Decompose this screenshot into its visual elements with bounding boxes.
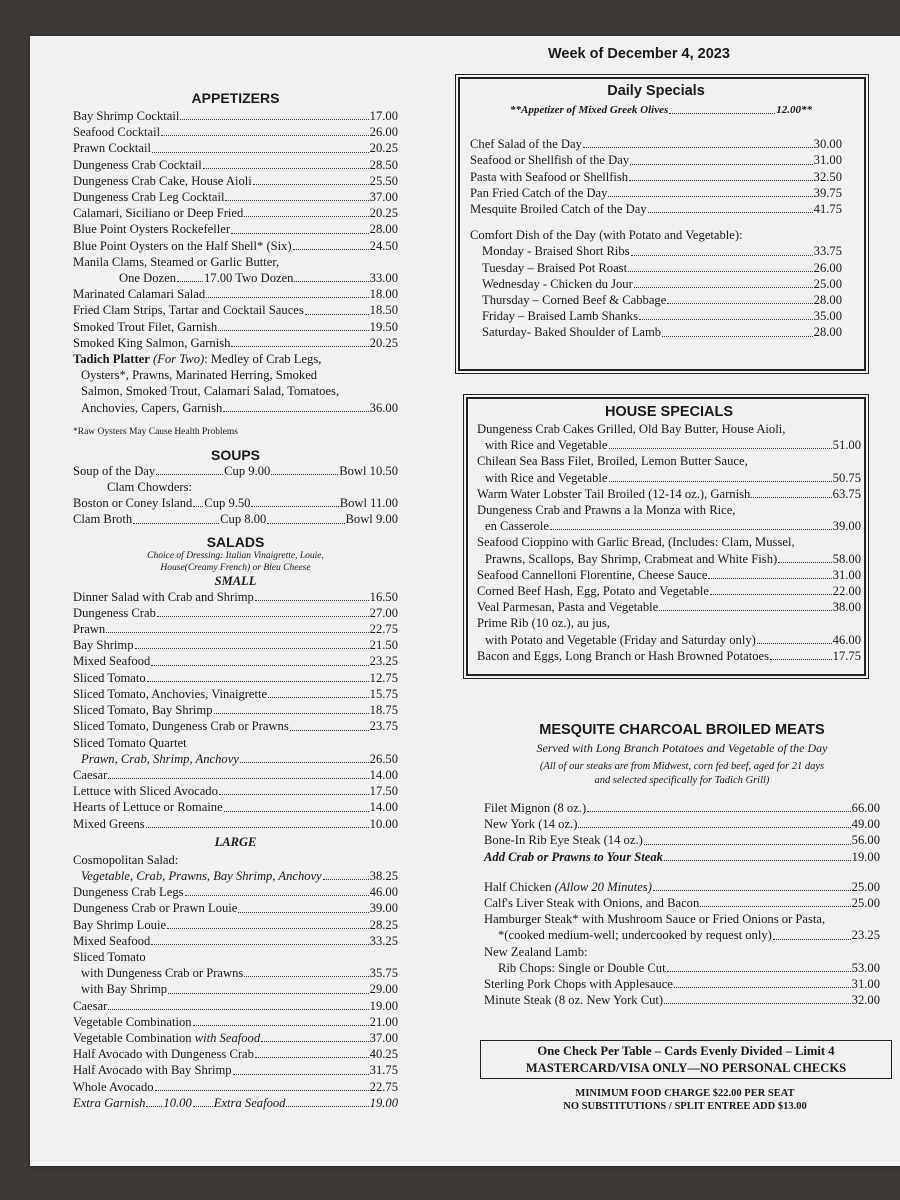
menu-item (73, 1062, 398, 1078)
menu-item (73, 286, 398, 302)
item-name: Dungeness Crab (73, 605, 156, 620)
dot-leader (644, 844, 851, 845)
item-name: Caesar (73, 767, 108, 782)
item-price: 30.00 (813, 137, 842, 152)
item-name: Dungeness Crab Legs (73, 885, 184, 900)
item-name: Dungeness Crab Cake, House Aioli (73, 173, 252, 188)
dot-leader (578, 827, 850, 828)
menu-item (73, 637, 398, 653)
menu-item (73, 933, 398, 949)
item-name: Mixed Seafood (73, 654, 151, 669)
platter-line: Salmon, Smoked Trout, Calamari Salad, Tomatoes, (81, 384, 340, 399)
item-name: New York (14 oz.) (484, 817, 578, 832)
cosmo-label: Cosmopolitan Salad: (73, 852, 179, 867)
clam-chowders-label: Clam Chowders: (107, 480, 193, 495)
item-price: 14.00 (369, 800, 398, 815)
item-price: 19.50 (369, 319, 398, 334)
dot-leader (214, 713, 369, 714)
menu-item (73, 605, 398, 621)
item-price: 26.00 (813, 260, 842, 275)
dot-leader (135, 648, 369, 649)
menu-item (484, 832, 880, 848)
olives-row: **Appetizer of Mixed Greek Olives 12.00** (510, 104, 812, 116)
dot-leader (255, 600, 369, 601)
cioppino-row: Prawns, Scallops, Bay Shrimp, Crabmeat and White Fish) 58.00 (485, 551, 861, 566)
large-title: LARGE (214, 834, 257, 849)
menu-item (73, 108, 398, 124)
item-price: 28.00 (813, 293, 842, 308)
rib-chops-row: Rib Chops: Single or Double Cut 53.00 (498, 960, 880, 975)
dot-leader (219, 794, 369, 795)
dot-leader (305, 314, 369, 315)
item-name: Smoked King Salmon, Garnish (73, 335, 231, 350)
item-price: 22.00 (832, 584, 861, 599)
dot-leader (268, 697, 369, 698)
item-price: 28.25 (369, 917, 398, 932)
item-name: Fried Clam Strips, Tartar and Cocktail Sauces (73, 303, 304, 318)
menu-item (470, 152, 842, 168)
dot-leader (631, 255, 813, 256)
dot-leader (710, 594, 832, 595)
dot-leader (628, 271, 813, 272)
item-name: Filet Mignon (8 oz.) (484, 801, 587, 815)
dot-leader (155, 1090, 369, 1091)
menu-item (73, 319, 398, 335)
payment-policy-box (480, 1040, 892, 1079)
dot-leader (587, 811, 851, 812)
minute-steak-row: Minute Steak (8 oz. New York Cut) 32.00 (484, 993, 880, 1008)
appetizers-title: APPETIZERS (191, 90, 280, 106)
appetizers-list-2 (73, 286, 398, 351)
monza-label: Dungeness Crab and Prawns a la Monza with Rice, (477, 503, 736, 518)
monza-row: en Casserole 39.00 (485, 519, 861, 534)
item-price: 46.00 (369, 885, 398, 900)
item-name: Friday – Braised Lamb Shanks (482, 309, 639, 324)
item-name: Pasta with Seafood or Shellfish (470, 169, 629, 184)
dot-leader (225, 200, 368, 201)
item-name: Sliced Tomato, Anchovies, Vinaigrette (73, 686, 268, 701)
item-name: Half Avocado with Bay Shrimp (73, 1063, 232, 1078)
item-name: Seafood or Shellfish of the Day (470, 153, 630, 168)
item-name: Mixed Seafood (73, 933, 151, 948)
salads-title: SALADS (206, 533, 265, 550)
dot-leader (106, 632, 368, 633)
menu-item (73, 140, 398, 156)
meats-subtitle: Served with Long Branch Potatoes and Vegetable of the Day (536, 741, 828, 755)
item-name: Wednesday - Chicken du Jour (482, 276, 633, 291)
item-price: 37.00 (369, 190, 398, 205)
item-price: 15.75 (369, 686, 398, 701)
item-name: Calamari, Siciliano or Deep Fried (73, 206, 244, 221)
week-heading: Week of December 4, 2023 (548, 46, 730, 62)
sea-bass-label: Chilean Sea Bass Filet, Broiled, Lemon Butter Sauce, (477, 454, 748, 469)
dot-leader (161, 135, 369, 136)
platter-line: Oysters*, Prawns, Marinated Herring, Smoked (81, 368, 318, 383)
item-price: 20.25 (369, 206, 398, 221)
prime-rib-row: with Potato and Vegetable (Friday and Saturday only) 46.00 (485, 632, 861, 647)
menu-item (73, 238, 398, 254)
dot-leader (639, 319, 813, 320)
dressing-note: Choice of Dressing: Italian Vinaigrette, Louie, (147, 550, 324, 561)
prime-rib-label: Prime Rib (10 oz.), au jus, (477, 616, 610, 631)
item-name: Monday - Braised Short Ribs (482, 244, 630, 259)
dot-leader (167, 928, 369, 929)
tomato-shrimp-row: with Bay Shrimp 29.00 (81, 982, 398, 997)
menu-item (482, 324, 842, 340)
item-price: 31.00 (813, 153, 842, 168)
menu-item (73, 900, 398, 916)
item-price: 17.50 (369, 784, 398, 799)
menu-item (73, 173, 398, 189)
dot-leader (152, 152, 369, 153)
dot-leader (630, 164, 813, 165)
comfort-days-list (470, 243, 842, 340)
boston-chowder: Boston or Coney Island Cup 9.50 Bowl 11.00 (73, 496, 398, 511)
raw-oysters-note: *Raw Oysters May Cause Health Problems (73, 426, 238, 437)
menu-item (73, 189, 398, 205)
dot-leader (147, 681, 369, 682)
menu-item (73, 917, 398, 933)
item-price: 27.00 (369, 605, 398, 620)
soup-of-day: Soup of the Day Cup 9.00 Bowl 10.50 (73, 463, 399, 478)
item-price: 56.00 (851, 833, 880, 848)
item-price: 32.50 (813, 169, 842, 184)
nz-lamb-label: New Zealand Lamb: (484, 944, 588, 959)
sea-bass-row: with Rice and Vegetable 50.75 (485, 470, 861, 485)
meats-title: MESQUITE CHARCOAL BROILED MEATS (539, 722, 825, 738)
item-price: 20.25 (369, 141, 398, 156)
dot-leader (151, 665, 368, 666)
small-salads-list (73, 589, 398, 735)
item-price: 18.75 (369, 703, 398, 718)
item-name: Thursday – Corned Beef & Cabbage (482, 293, 667, 308)
item-name: Dungeness Crab Leg Cocktail (73, 190, 225, 205)
menu-item (482, 276, 842, 292)
dressing-note: House(Creamy French) or Bleu Cheese (160, 562, 311, 573)
menu-item (73, 124, 398, 140)
dot-leader (185, 895, 369, 896)
dot-leader (255, 1057, 369, 1058)
cioppino-label: Seafood Cioppino with Garlic Bread, (Includes: Clam, Mussel, (477, 535, 795, 550)
item-price: 40.25 (369, 1047, 398, 1062)
dot-leader (290, 730, 369, 731)
dot-leader (634, 287, 813, 288)
menu-item (73, 221, 398, 237)
menu-item (73, 670, 398, 686)
item-price: 31.00 (832, 567, 861, 582)
dot-leader (662, 336, 813, 337)
menu-item (470, 185, 842, 201)
item-name: Prawn (73, 622, 106, 637)
pork-row: Sterling Pork Chops with Applesauce 31.00 (484, 977, 880, 992)
item-price: 24.50 (369, 238, 398, 253)
item-price: 22.75 (369, 622, 398, 637)
hamburger-label: Hamburger Steak* with Mushroom Sauce or Fried Onions or Pasta, (484, 912, 826, 927)
item-name: Hearts of Lettuce or Romaine (73, 800, 223, 815)
dot-leader (231, 346, 368, 347)
menu-item (73, 157, 398, 173)
item-name: Bay Shrimp Cocktail (73, 109, 180, 123)
item-price: 12.75 (369, 670, 398, 685)
menu-item (470, 169, 842, 185)
item-name: Bay Shrimp Louie (73, 917, 167, 932)
item-price: 66.00 (851, 801, 880, 815)
item-name: Prawn Cocktail (73, 141, 151, 156)
item-price: 25.50 (369, 173, 398, 188)
sliced-tomato-label: Sliced Tomato (73, 949, 146, 964)
dot-leader (659, 610, 831, 611)
comfort-label: Comfort Dish of the Day (with Potato and Vegetable): (470, 228, 743, 243)
menu-item (477, 583, 861, 599)
house-specials-title: HOUSE SPECIALS (604, 404, 734, 420)
item-price: 28.00 (813, 325, 842, 340)
dot-leader (667, 303, 812, 304)
daily-specials (470, 82, 842, 341)
menu-item (482, 243, 842, 259)
dot-leader (157, 616, 369, 617)
menu-item (482, 308, 842, 324)
menu-item (73, 767, 398, 783)
menu-item (73, 1046, 398, 1062)
item-price: 39.75 (813, 185, 842, 200)
substitutions-note: NO SUBSTITUTIONS / SPLIT ENTREE ADD $13.00 (563, 1100, 807, 1112)
item-name: Half Avocado with Dungeness Crab (73, 1047, 254, 1062)
item-name: Seafood Cocktail (73, 125, 161, 140)
dot-leader (253, 184, 369, 185)
daily-specials-title: Daily Specials (607, 83, 705, 99)
dot-leader (238, 912, 368, 913)
broiled-meats (484, 720, 880, 1008)
item-name: Blue Point Oysters Rockefeller (73, 222, 231, 237)
platter-price-row: Anchovies, Capers, Garnish 36.00 (81, 400, 398, 415)
cosmo-row: Vegetable, Crab, Prawns, Bay Shrimp, Anchovy 38.25 (81, 868, 398, 883)
item-price: 22.75 (369, 1079, 398, 1094)
item-price: 35.00 (813, 309, 842, 324)
small-title: SMALL (214, 573, 257, 588)
item-price: 14.00 (369, 767, 398, 782)
dot-leader (629, 180, 813, 181)
lobster-row: Warm Water Lobster Tail Broiled (12-14 oz.), Garnish 63.75 (477, 486, 861, 501)
dot-leader (583, 147, 813, 148)
item-price: 16.50 (369, 589, 398, 604)
policy-line: One Check Per Table – Cards Evenly Divided – Limit 4 (537, 1044, 835, 1058)
tadich-platter: Tadich Platter (For Two): Medley of Crab Legs, (73, 352, 322, 367)
menu-item (482, 292, 842, 308)
menu-item (73, 589, 398, 605)
menu-item (73, 205, 398, 221)
crab-cakes-label: Dungeness Crab Cakes Grilled, Old Bay Butter, House Aioli, (477, 422, 786, 436)
item-price: 41.75 (813, 202, 842, 217)
item-price: 18.00 (369, 287, 398, 302)
dot-leader (151, 944, 368, 945)
tomato-crab-row: with Dungeness Crab or Prawns 35.75 (81, 966, 398, 981)
item-name: Blue Point Oysters on the Half Shell* (Six) (73, 238, 292, 253)
item-name: Mixed Greens (73, 816, 145, 831)
dot-leader (293, 249, 369, 250)
dot-leader (244, 216, 368, 217)
item-price: 39.00 (369, 901, 398, 916)
item-price: 26.00 (369, 125, 398, 140)
menu-item (470, 201, 842, 217)
footer-notes (490, 1088, 880, 1113)
menu-item (484, 816, 880, 832)
item-price: 21.50 (369, 638, 398, 653)
large-salads-list-2 (73, 1046, 398, 1095)
left-column (73, 90, 398, 1111)
item-name: Bone-In Rib Eye Steak (14 oz.) (484, 833, 643, 848)
steak-list (484, 800, 880, 849)
item-name: Dungeness Crab Cocktail (73, 157, 202, 172)
bacon-row: Bacon and Eggs, Long Branch or Hash Browned Potatoes 17.75 (477, 648, 861, 663)
menu-item (73, 783, 398, 799)
add-crab-row: Add Crab or Prawns to Your Steak 19.00 (484, 849, 880, 864)
dot-leader (203, 168, 369, 169)
item-price: 38.00 (832, 600, 861, 615)
menu-item (73, 1079, 398, 1095)
liver-row: Calf's Liver Steak with Onions, and Bacon 25.00 (484, 896, 880, 911)
dot-leader (180, 119, 368, 120)
clams-line: Manila Clams, Steamed or Garlic Butter, (73, 254, 280, 269)
menu-item (482, 260, 842, 276)
extras-row: Extra Garnish 10.00 Extra Seafood 19.00 (73, 1095, 398, 1110)
item-price: 10.00 (369, 816, 398, 831)
steak-note: and selected specifically for Tadich Grill) (594, 775, 770, 786)
item-name: Saturday- Baked Shoulder of Lamb (482, 325, 662, 340)
item-price: 28.50 (369, 157, 398, 172)
large-salads-list (73, 884, 398, 949)
quartet-label: Sliced Tomato Quartet (73, 735, 187, 750)
appetizers-list (73, 108, 398, 254)
item-name: Bay Shrimp (73, 638, 134, 653)
veg-seafood-row: Vegetable Combination with Seafood 37.00 (73, 1030, 398, 1045)
item-price: 31.75 (369, 1063, 398, 1078)
item-name: Dungeness Crab or Prawn Louie (73, 901, 238, 916)
item-name: Corned Beef Hash, Egg, Potato and Vegetable (477, 584, 709, 599)
policy-line: MASTERCARD/VISA ONLY—NO PERSONAL CHECKS (525, 1061, 847, 1075)
menu-item (73, 884, 398, 900)
item-name: Dinner Salad with Crab and Shrimp (73, 589, 254, 604)
house-specials (477, 403, 861, 664)
menu-item (73, 816, 398, 832)
item-name: Sliced Tomato, Bay Shrimp (73, 703, 213, 718)
item-name: Veal Parmesan, Pasta and Vegetable (477, 600, 659, 615)
item-name: Lettuce with Sliced Avocado (73, 784, 218, 799)
menu-item (73, 718, 398, 734)
menu-item (484, 800, 880, 816)
soups-title: SOUPS (210, 446, 260, 463)
dot-leader (231, 233, 369, 234)
menu-item (477, 599, 861, 615)
menu-item (73, 621, 398, 637)
clams-price-row: One Dozen 17.00 Two Dozen 33.00 (119, 271, 398, 286)
item-name: Sliced Tomato (73, 670, 146, 685)
item-name: Sliced Tomato, Dungeness Crab or Prawns (73, 719, 289, 734)
veg-row: Vegetable Combination 21.00 (73, 1014, 398, 1029)
item-name: Chef Salad of the Day (470, 137, 582, 152)
item-name: Smoked Trout Filet, Garnish (73, 319, 218, 334)
menu-item (73, 702, 398, 718)
menu-item (73, 653, 398, 669)
item-name: Whole Avocado (73, 1079, 154, 1094)
item-price: 28.00 (369, 222, 398, 237)
menu-item (73, 686, 398, 702)
item-name: Seafood Cannelloni Florentine, Cheese Sauce (477, 567, 708, 582)
dot-leader (108, 778, 368, 779)
item-name: Tuesday – Braised Pot Roast (482, 260, 628, 275)
item-price: 33.25 (369, 933, 398, 948)
dot-leader (608, 196, 812, 197)
menu-item (477, 567, 861, 583)
item-name: Marinated Calamari Salad (73, 287, 206, 302)
item-price: 20.25 (369, 335, 398, 350)
dot-leader (146, 827, 369, 828)
house-list (477, 567, 861, 616)
minimum-charge: MINIMUM FOOD CHARGE $22.00 PER SEAT (575, 1088, 795, 1099)
dot-leader (218, 330, 369, 331)
item-price: 17.00 (369, 109, 398, 123)
menu-item (73, 335, 398, 351)
item-price: 23.75 (369, 719, 398, 734)
crab-cakes-row: with Rice and Vegetable 51.00 (485, 438, 861, 453)
item-name: Mesquite Broiled Catch of the Day (470, 202, 647, 217)
dot-leader (224, 811, 369, 812)
item-name: Pan Fried Catch of the Day (470, 185, 608, 200)
clam-broth: Clam Broth Cup 8.00 Bowl 9.00 (73, 512, 398, 527)
half-chicken-row: Half Chicken (Allow 20 Minutes) 25.00 (484, 879, 880, 894)
daily-list (470, 136, 842, 217)
item-price: 18.50 (369, 303, 398, 318)
hamburger-row: *(cooked medium-well; undercooked by request only) 23.25 (498, 928, 880, 943)
item-price: 49.00 (851, 817, 880, 832)
dot-leader (708, 578, 831, 579)
dot-leader (233, 1074, 369, 1075)
dot-leader (648, 212, 813, 213)
dot-leader (206, 297, 368, 298)
menu-item (73, 302, 398, 318)
caesar-large-row: Caesar 19.00 (73, 998, 398, 1013)
small-salads-list-2 (73, 767, 398, 832)
steak-note: (All of our steaks are from Midwest, corn fed beef, aged for 21 days (539, 761, 825, 772)
quartet-row: Prawn, Crab, Shrimp, Anchovy 26.50 (81, 751, 398, 766)
item-price: 25.00 (813, 276, 842, 291)
menu-item (73, 799, 398, 815)
item-price: 33.75 (813, 244, 842, 259)
menu-item (470, 136, 842, 152)
item-price: 23.25 (369, 654, 398, 669)
